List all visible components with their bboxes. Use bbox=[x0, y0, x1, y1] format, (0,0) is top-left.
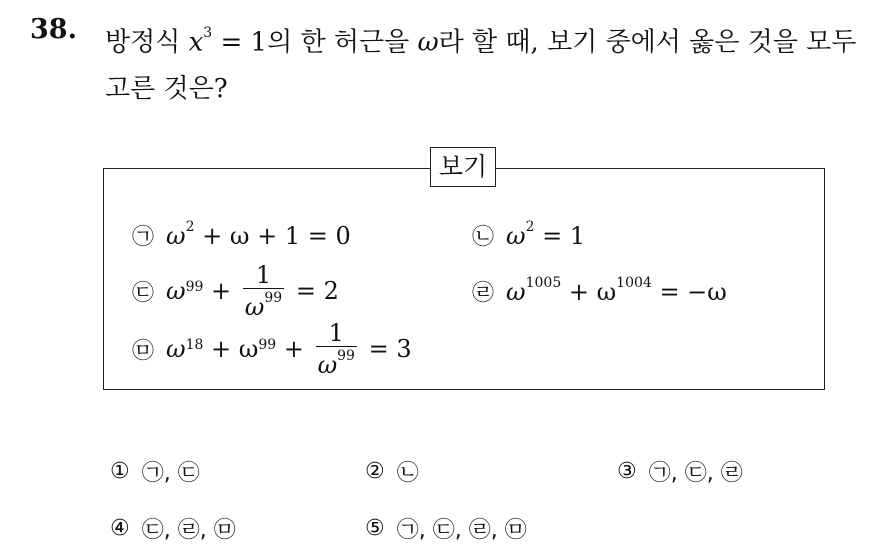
choice-2[interactable] bbox=[365, 456, 419, 487]
expression-text: = −ω bbox=[651, 277, 727, 306]
choice-number: ① bbox=[110, 459, 130, 484]
expression-text: = 3 bbox=[360, 335, 412, 363]
operator: + ω bbox=[561, 277, 617, 306]
omega-symbol: ω bbox=[506, 221, 526, 250]
exponent: 1004 bbox=[616, 274, 652, 291]
question-number: 38. bbox=[30, 14, 77, 45]
choice-text: ㉢, ㉣, ㉤ bbox=[141, 518, 236, 543]
exponent: 99 bbox=[264, 290, 283, 306]
bogi-item-4 bbox=[472, 276, 727, 307]
exponent: 2 bbox=[185, 218, 195, 235]
operator: + bbox=[203, 277, 239, 305]
bogi-item-3 bbox=[132, 262, 339, 320]
denominator bbox=[243, 288, 284, 320]
choice-4[interactable] bbox=[110, 513, 236, 544]
omega-symbol: ω bbox=[166, 277, 186, 305]
exponent: 18 bbox=[185, 337, 204, 353]
choice-number: ④ bbox=[110, 516, 130, 541]
item-marker: ㉠ bbox=[132, 225, 155, 250]
bogi-title: 보기 bbox=[430, 147, 496, 187]
item-marker: ㉢ bbox=[132, 280, 155, 306]
choice-5[interactable] bbox=[365, 513, 527, 544]
question-stem bbox=[105, 14, 875, 112]
expression-text: = 2 bbox=[288, 277, 339, 305]
exponent: 99 bbox=[337, 348, 355, 364]
expression-text: = 1 bbox=[534, 221, 586, 250]
variable-x: x bbox=[188, 27, 204, 58]
choice-text: ㉠, ㉢, ㉣ bbox=[648, 461, 743, 486]
operator: + ω bbox=[203, 335, 259, 363]
item-expression bbox=[506, 218, 586, 250]
omega-symbol: ω bbox=[506, 277, 526, 306]
fraction bbox=[316, 320, 357, 378]
expression-text: + ω + 1 = 0 bbox=[194, 221, 351, 250]
choice-number: ② bbox=[365, 459, 385, 484]
omega-symbol: ω bbox=[417, 27, 439, 58]
item-marker: ㉡ bbox=[472, 225, 495, 250]
item-expression bbox=[166, 262, 339, 320]
choice-number: ⑤ bbox=[365, 516, 385, 541]
item-marker: ㉣ bbox=[472, 281, 495, 306]
exponent: 99 bbox=[258, 337, 277, 353]
stem-line-2: 고른 것은? bbox=[105, 73, 228, 104]
fraction bbox=[243, 262, 284, 320]
choice-text: ㉠, ㉢ bbox=[141, 461, 200, 486]
stem-text: = 1의 한 허근을 bbox=[212, 27, 418, 58]
stem-text: 라 할 때, 보기 중에서 옳은 것을 모두 bbox=[438, 27, 857, 58]
choice-number: ③ bbox=[617, 459, 637, 484]
numerator: 1 bbox=[255, 261, 272, 289]
exponent: 99 bbox=[185, 279, 204, 295]
item-expression bbox=[506, 274, 727, 306]
exponent: 1005 bbox=[525, 274, 562, 291]
omega-symbol: ω bbox=[166, 221, 186, 250]
item-marker: ㉤ bbox=[132, 338, 155, 364]
exponent: 2 bbox=[525, 218, 535, 235]
choice-text: ㉠, ㉢, ㉣, ㉤ bbox=[396, 518, 527, 543]
omega-symbol: ω bbox=[244, 293, 265, 321]
exponent: 3 bbox=[203, 25, 213, 41]
denominator bbox=[316, 346, 357, 378]
stem-line-1 bbox=[105, 14, 875, 66]
choice-3[interactable] bbox=[617, 456, 743, 487]
omega-symbol: ω bbox=[317, 351, 338, 379]
bogi-item-1 bbox=[132, 220, 351, 251]
stem-text: 방정식 bbox=[105, 27, 189, 58]
bogi-item-5 bbox=[132, 320, 412, 378]
omega-symbol: ω bbox=[166, 335, 186, 363]
item-expression bbox=[166, 320, 412, 378]
bogi-item-2 bbox=[472, 220, 585, 251]
numerator: 1 bbox=[328, 319, 344, 347]
operator: + bbox=[276, 335, 312, 363]
choice-text: ㉡ bbox=[396, 461, 419, 486]
item-expression bbox=[166, 218, 351, 250]
choice-1[interactable] bbox=[110, 456, 200, 487]
